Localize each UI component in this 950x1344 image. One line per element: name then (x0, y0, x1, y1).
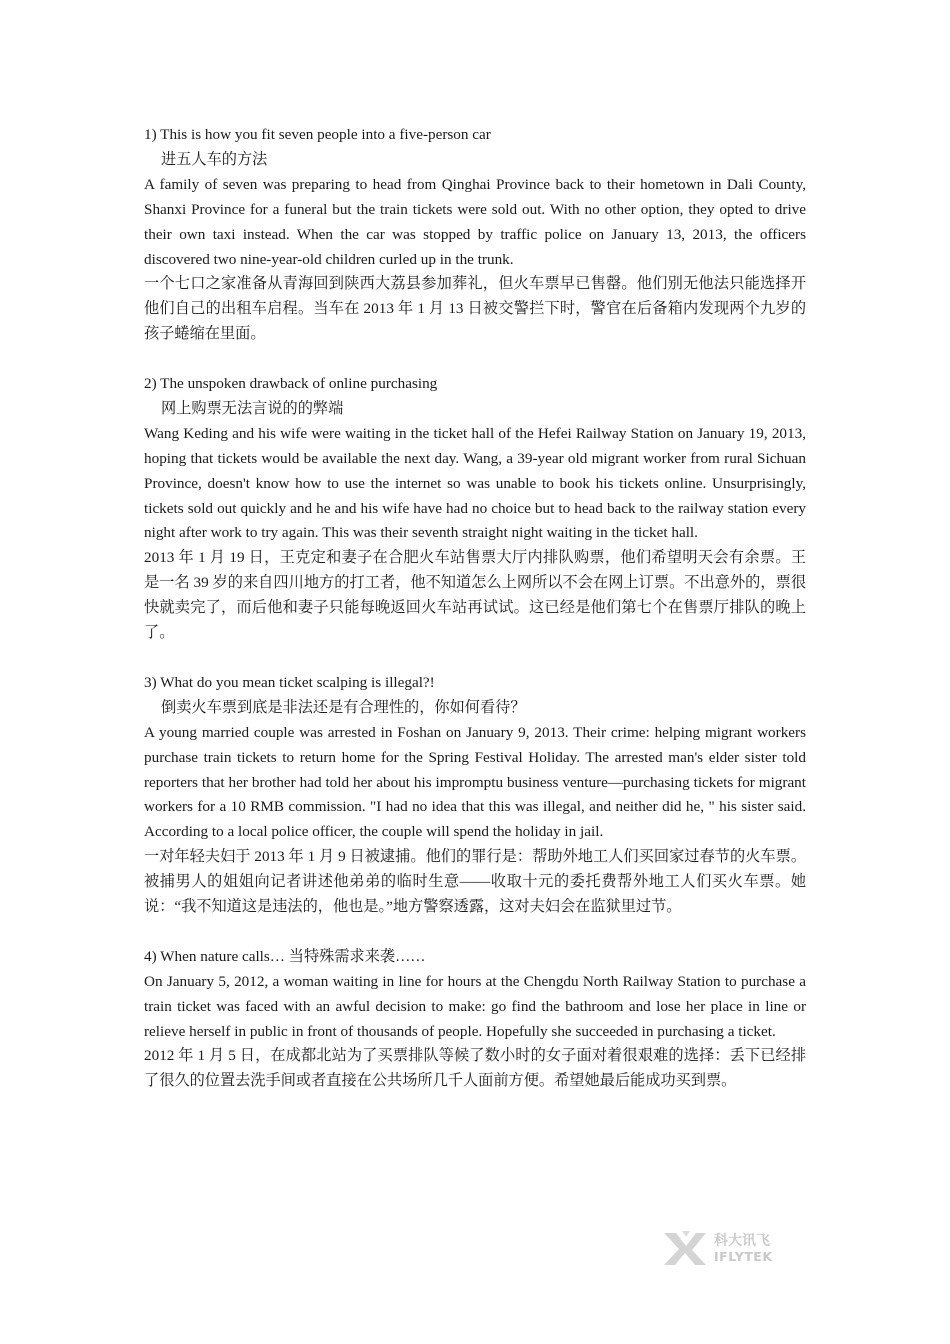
watermark-text-cn: 科大讯飞 (714, 1233, 770, 1249)
iflytek-watermark-logo (662, 1229, 792, 1267)
section-title-zh: 进五人车的方法 (161, 150, 268, 168)
watermark-text-en: IFLYTEK (714, 1249, 773, 1264)
section-title-zh: 网上购票无法言说的的弊端 (161, 399, 344, 417)
section-spacer (144, 347, 806, 372)
article-section-2 (144, 372, 806, 646)
section-body-zh: 2012 年 1 月 5 日，在成都北站为了买票排队等候了数小时的女子面对着很艰难的选择：丢下已经排了很久的位置去洗手间或者直接在公共场所几千人面前方便。希望她最后能成功买到票。 (144, 1047, 806, 1090)
section-title-en: 1) This is how you fit seven people into a five-person car (144, 126, 491, 143)
section-title-en: 2) The unspoken drawback of online purchasing (144, 375, 438, 393)
section-body-en: On January 5, 2012, a woman waiting in line for hours at the Chengdu North Railway Station to purchase a train ticket was faced with an awful decision to make: go find the bathroom and lose her place in line or relieve herself in public in front of thousands of people. Hopefully she succeeded in purchasing a ticket. (144, 972, 806, 1040)
iflytek-logo-icon (662, 1229, 792, 1267)
article-section-1 (144, 123, 806, 347)
section-title-zh: 倒卖火车票到底是非法还是有合理性的，你如何看待？ (161, 698, 526, 716)
section-body-en: A young married couple was arrested in Foshan on January 9, 2013. Their crime: helping migrant workers purchase train tickets to return home for the Spring Festival Holiday. The arrested man's elder sister told reporters that her brother had told her about his impromptu business venture—purchasing tickets for migrant workers for a 10 RMB commission. "I had no idea that this was illegal, and neither did he, " his sister said. According to a local police officer, the couple will spend the holiday in jail. (144, 723, 806, 841)
section-spacer (144, 920, 806, 945)
section-body-zh: 一对年轻夫妇于 2013 年 1 月 9 日被逮捕。他们的罪行是：帮助外地工人们买回家过春节的火车票。被捕男人的姐姐向记者讲述他弟弟的临时生意——收取十元的委托费帮外地工人们买火车票。她说：“我不知道这是违法的，他也是。”地方警察透露，这对夫妇会在监狱里过节。 (144, 848, 806, 916)
section-body-en: A family of seven was preparing to head from Qinghai Province back to their hometown in Dali County, Shanxi Province for a funeral but the train tickets were sold out. With no other option, they opted to drive their own taxi instead. When the car was stopped by traffic police on January 13, 2013, the officers discovered two nine-year-old children curled up in the trunk. (144, 175, 806, 268)
section-title-en: 3) What do you mean ticket scalping is illegal?! (144, 673, 435, 691)
section-body-zh: 2013 年 1 月 19 日，王克定和妻子在合肥火车站售票大厅内排队购票，他们希望明天会有余票。王是一名 39 岁的来自四川地方的打工者，他不知道怎么上网所以不会在网上订票。不出意外的，票很快就卖完了，而后他和妻子只能每晚返回火车站再试试。这已经是他们第七个在售票厅排队的晚上了。 (144, 549, 806, 642)
article-section-3 (144, 671, 806, 920)
section-body-en: Wang Keding and his wife were waiting in the ticket hall of the Hefei Railway Station on January 19, 2013, hoping that tickets would be available the next day. Wang, a 39-year old migrant worker from rural Sichuan Province, doesn't know how to use the internet so was unable to book his tickets online. Unsurprisingly, tickets sold out quickly and he and his wife have had no choice but to head back to the railway station every night after work to try again. This was their seventh straight night waiting in the ticket hall. (144, 424, 806, 542)
section-title-en: 4) When nature calls… 当特殊需求来袭…… (144, 947, 426, 965)
document-page (144, 123, 806, 1094)
article-section-4 (144, 945, 806, 1094)
section-body-zh: 一个七口之家准备从青海回到陕西大荔县参加葬礼，但火车票早已售罄。他们别无他法只能选择开他们自己的出租车启程。当车在 2013 年 1 月 13 日被交警拦下时，警官在后备箱内发现两个九岁的孩子蜷缩在里面。 (144, 275, 806, 343)
section-spacer (144, 646, 806, 671)
